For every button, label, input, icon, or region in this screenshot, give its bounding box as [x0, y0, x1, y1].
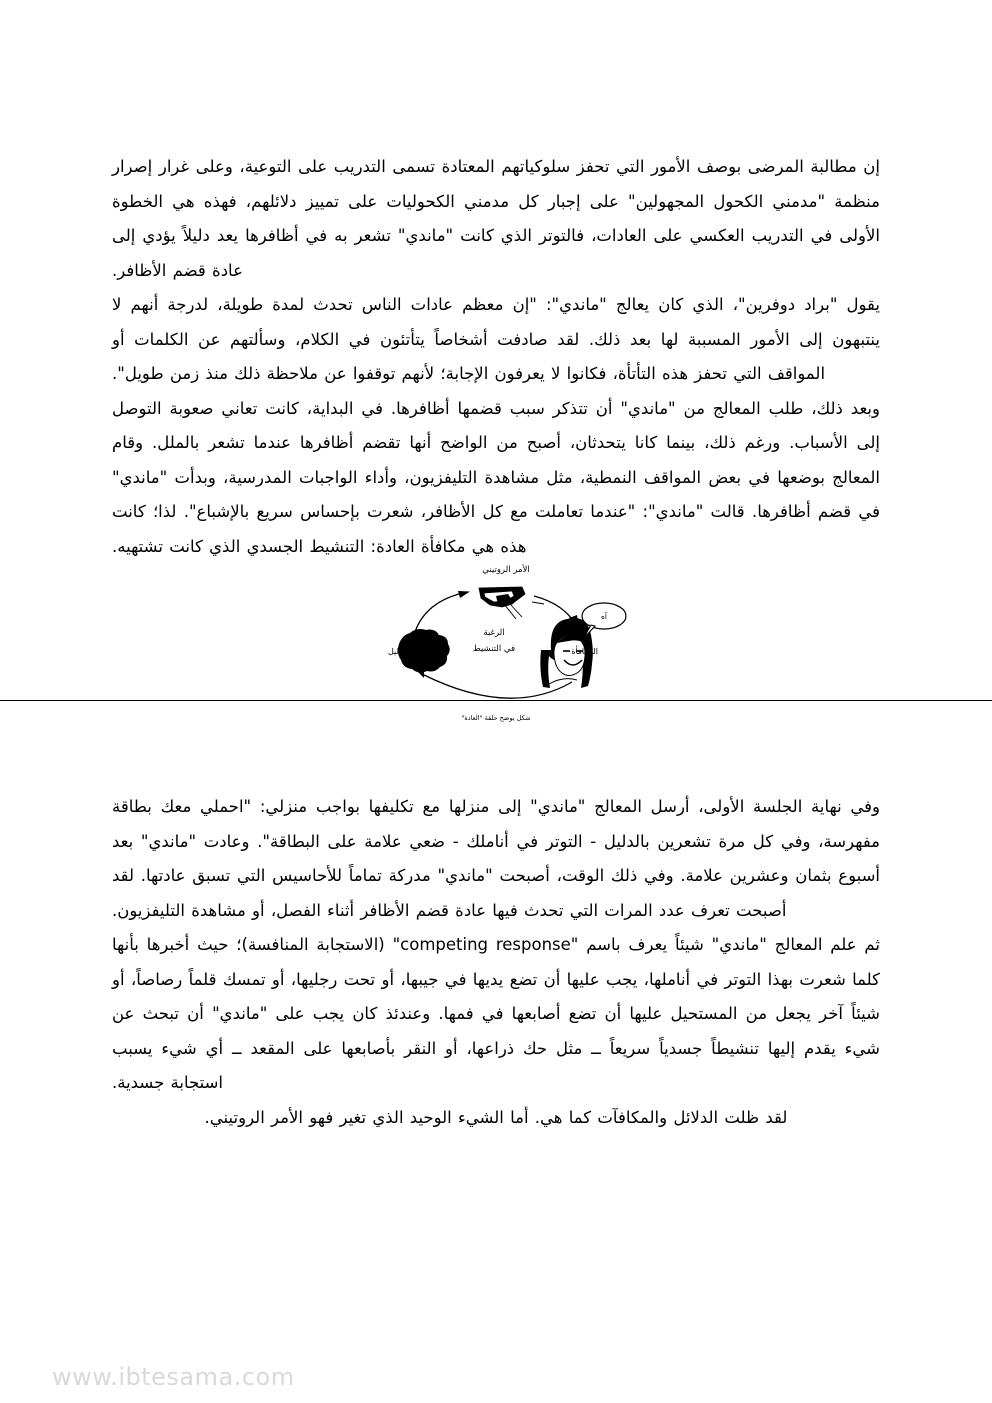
- figure-caption: شكل يوضح حلقة "العادة": [461, 714, 531, 722]
- paragraph-3: وبعد ذلك، طلب المعالج من "ماندي" أن تتذكر سبب قضمها أظافرها. في البداية، كانت تعاني صعوبة التوصل إلى الأسباب. ورغم ذلك، بينما كانا يتحدثان، أصبح من الواضح أنها تقضم أظافرها عندما تشعر بالملل. وقام المعالج بوضعها في بعض المواقف النمطية، مثل مشاهدة التليفزيون، وأداء الواجبات المدرسية، وبدأت "ماندي" في قضم أظافرها. قالت "ماندي": "عندما تعاملت مع كل الأظافر، شعرت بإحساس سريع بالإشباع". لذا؛ كانت هذه هي مكافأة العادة: التنشيط الجسدي الذي كانت تشتهيه.: [112, 398, 880, 556]
- speech-bubble-icon: [582, 603, 626, 639]
- top-text-section: [112, 150, 880, 564]
- figure-label-reward: المكافأة: [571, 647, 598, 656]
- bottom-text-section: [112, 790, 880, 1135]
- routine-icon: [479, 587, 544, 619]
- paragraph-2: يقول "براد دوفرين"، الذي كان يعالج "ماندي": "إن معظم عادات الناس تحدث لمدة طويلة، لدرجة أنهم لا ينتبهون إلى الأمور المسببة لها بعد ذلك. لقد صادفت أشخاصاً يتأتئون في الكلام، وسألتهم عن الكلمات أو المواقف التي تحفز هذه التأتأة، فكانوا لا يعرفون الإجابة؛ لأنهم توقفوا عن ملاحظة ذلك منذ زمن طويل".: [112, 295, 880, 383]
- figure-label-routine: الأمر الروتيني: [482, 565, 530, 575]
- paragraph-6: لقد ظلت الدلائل والمكافآت كما هي. أما الشيء الوحيد الذي تغير فهو الأمر الروتيني.: [204, 1107, 788, 1127]
- paragraph-4: وفي نهاية الجلسة الأولى، أرسل المعالج "ماندي" إلى منزلها مع تكليفها بواجب منزلي: "احملي معك بطاقة مفهرسة، وفي كل مرة تشعرين بالدليل - التوتر في أناملك - ضعي علامة على البطاقة". وعادت "ماندي" بعد أسبوع بثمان وعشرين علامة. وفي ذلك الوقت، أصبحت "ماندي" مدركة تماماً للأحاسيس التي تسبق عادتها. لقد أصبحت تعرف عدد المرات التي تحدث فيها عادة قضم الأظافر أثناء الفصل، أو مشاهدة التليفزيون.: [112, 797, 880, 920]
- paragraph-5: ثم علم المعالج "ماندي" شيئاً يعرف باسم "competing response" (الاستجابة المنافسة)؛ حيث أخبرها بأنها كلما شعرت بهذا التوتر في أناملها، يجب عليها أن تضع يديها في جيبها، أو تحت رجليها، أو تمسك قلماً رصاصاً، أو شيئاً آخر يجعل من المستحيل عليها أن تضع أصابعها في فمها. وعندئذ كان يجب على "ماندي" أن تبحث عن شيء يقدم إليها تنشيطاً جسدياً سريعاً ــ مثل حك ذراعها، أو النقر بأصابعها على المقعد ــ أي شيء يسبب استجابة جسدية.: [112, 935, 880, 1092]
- speech-bubble-label: آه: [600, 612, 608, 621]
- site-watermark: www.ibtesama.com: [52, 1363, 295, 1391]
- figure-label-craving: الرغبة: [483, 628, 505, 638]
- figure-label-cue: الدليل: [388, 647, 408, 656]
- page-divider-rule: [0, 700, 992, 701]
- paragraph-1: إن مطالبة المرضى بوصف الأمور التي تحفز سلوكياتهم المعتادة تسمى التدريب على التوعية، وعلى غرار إصرار منظمة "مدمني الكحول المجهولين" على إجبار كل مدمني الكحوليات على تمييز دلائلهم، فهذه هي الخطوة الأولى في التدريب العكسي على العادات، فالتوتر الذي كانت "ماندي" تشعر به في أظافرها يعد دليلاً يؤدي إلى عادة قضم الأظافر.: [112, 157, 880, 280]
- figure-label-craving-line2: في التنشيط: [472, 644, 516, 654]
- habit-loop-figure: [336, 560, 666, 710]
